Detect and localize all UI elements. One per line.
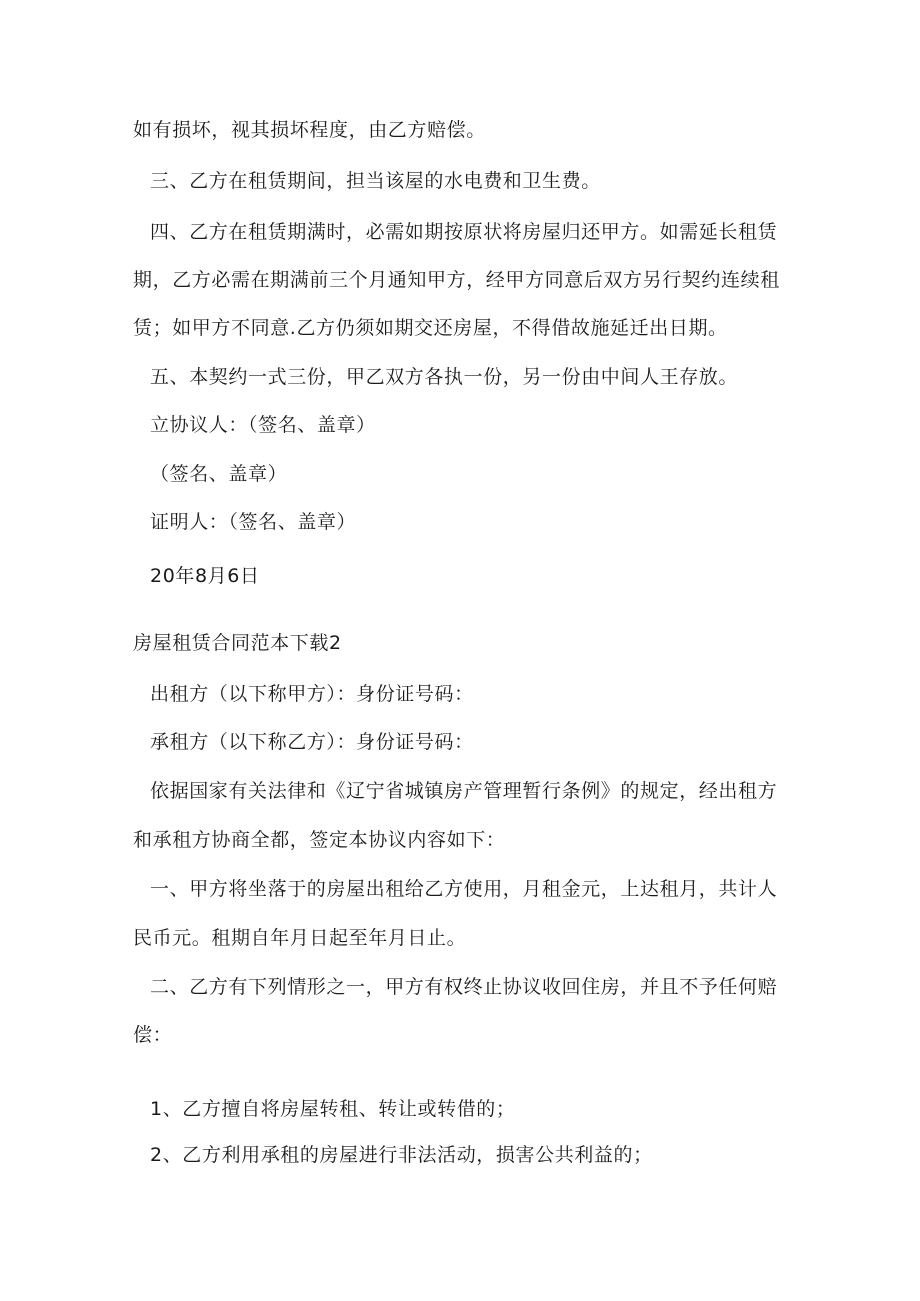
clause-four: 四、乙方在租赁期满时，必需如期按原状将房屋归还甲方。如需延长租赁 bbox=[150, 221, 778, 243]
list-item: 2、乙方利用承租的房屋进行非法活动，损害公共利益的； bbox=[150, 1144, 653, 1166]
clause-three: 三、乙方在租赁期间，担当该屋的水电费和卫生费。 bbox=[150, 170, 601, 192]
date-line: 20年8月6日 bbox=[150, 565, 260, 587]
lessor-line: 出租方（以下称甲方）：身份证号码： bbox=[150, 683, 474, 705]
paragraph-line: 期，乙方必需在期满前三个月通知甲方，经甲方同意后双方另行契约连续租 bbox=[133, 269, 780, 291]
clause-one: 一、甲方将坐落于的房屋出租给乙方使用，月租金元，上达租月，共计人 bbox=[150, 878, 778, 900]
clause-two: 二、乙方有下列情形之一，甲方有权终止协议收回住房，并且不予任何赔 bbox=[150, 976, 778, 998]
paragraph-line: 赁；如甲方不同意.乙方仍须如期交还房屋，不得借故施延迁出日期。 bbox=[133, 317, 728, 339]
clause-five: 五、本契约一式三份，甲乙双方各执一份，另一份由中间人王存放。 bbox=[150, 366, 739, 388]
paragraph-line: 民币元。租期自年月日起至年月日止。 bbox=[133, 927, 467, 949]
signature-line: （签名、盖章） bbox=[150, 463, 288, 485]
witness-line: 证明人：（签名、盖章） bbox=[150, 511, 357, 533]
paragraph-line: 和承租方协商全都，签定本协议内容如下： bbox=[133, 829, 506, 851]
signatory-line: 立协议人：（签名、盖章） bbox=[150, 414, 376, 436]
paragraph-line: 如有损坏，视其损坏程度，由乙方赔偿。 bbox=[133, 119, 486, 141]
preamble-line: 依据国家有关法律和《辽宁省城镇房产管理暂行条例》的规定，经出租方 bbox=[150, 780, 778, 802]
list-item: 1、乙方擅自将房屋转租、转让或转借的； bbox=[150, 1098, 516, 1120]
lessee-line: 承租方（以下称乙方）：身份证号码： bbox=[150, 731, 474, 753]
paragraph-line: 偿： bbox=[133, 1024, 173, 1046]
section-title: 房屋租赁合同范本下载2 bbox=[133, 632, 342, 654]
